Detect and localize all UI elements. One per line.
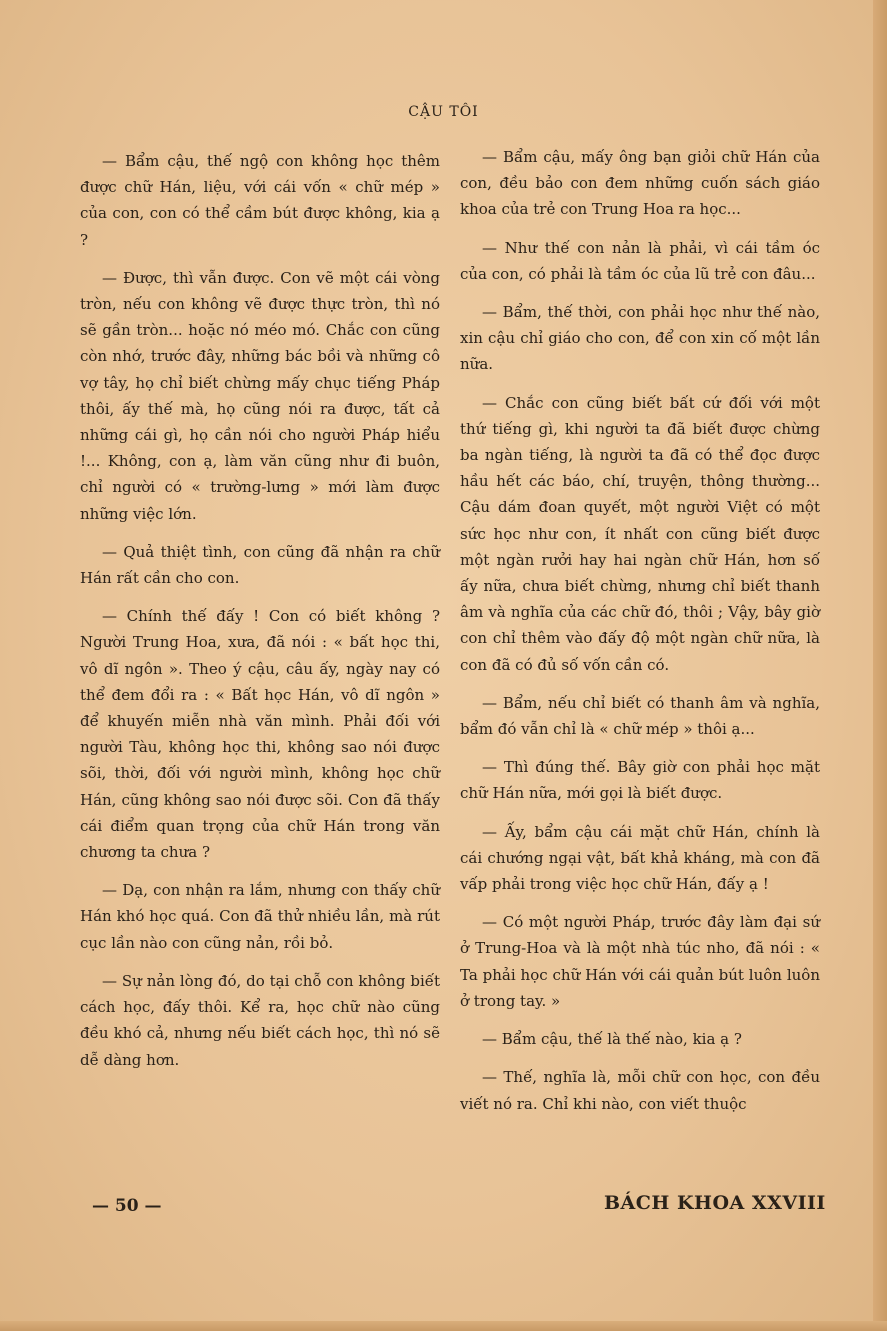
paragraph: — Bẩm, thế thời, con phải học như thế nào, xin cậu chỉ giáo cho con, để con xin cố một lần nữa. [460,303,820,374]
paragraph: — Thì đúng thế. Bây giờ con phải học mặt chữ Hán nữa, mới gọi là biết được. [460,758,820,803]
paragraph: — Thế, nghĩa là, mỗi chữ con học, con đều viết nó ra. Chỉ khi nào, con viết thuộc [460,1068,820,1113]
page-edge-right [873,0,887,1331]
page-edge-bottom [0,1321,887,1331]
right-column [460,144,820,1129]
paragraph: — Được, thì vẫn được. Con vẽ một cái vòng tròn, nếu con không vẽ được thực tròn, thì nó sẽ gần tròn... hoặc nó méo mó. Chắc con cũng còn nhớ, trước đây, những bác bồi và những cô vợ tây, họ chỉ biết chừng mấy chục tiếng Pháp thôi, ấy thế mà, họ cũng nói ra được, tất cả những cái gì, họ cần nói cho người Pháp hiểu !... Không, con ạ, làm văn cũng như đi buôn, chỉ người có « trường-lưng » mới làm được những việc lớn. [80,268,440,523]
paragraph: — Sự nản lòng đó, do tại chỗ con không biết cách học, đấy thôi. Kể ra, học chữ nào cũng đều khó cả, nhưng nếu biết cách học, thì nó sẽ dễ dàng hơn. [80,971,440,1069]
paragraph: — Có một người Pháp, trước đây làm đại sứ ở Trung-Hoa và là một nhà túc nho, đã nói : « Ta phải học chữ Hán với cái quản bút luôn luôn ở trong tay. » [460,913,820,1010]
paragraph: — Bẩm cậu, mấy ông bạn giỏi chữ Hán của con, đều bảo con đem những cuốn sách giáo khoa của trẻ con Trung Hoa ra học... [460,148,820,219]
paragraph: — Bẩm, nếu chỉ biết có thanh âm và nghĩa, bẩm đó vẫn chỉ là « chữ mép » thôi ạ... [460,693,820,739]
magazine-issue: BÁCH KHOA XXVIII [604,1192,826,1214]
paragraph: — Như thế con nản là phải, vì cái tầm óc của con, có phải là tầm óc của lũ trẻ con đâu... [460,238,820,283]
paragraph: — Chắc con cũng biết bất cứ đối với một thứ tiếng gì, khi người ta đã biết được chừng ba ngàn tiếng, là người ta đã có thể đọc được hầu hết các báo, chí, truyện, thông thường... Cậu dám đoan quyết, một người Việt có một sức học như con, ít nhất con cũng biết được một ngàn rưởi hay hai ngàn chữ Hán, hơn số ấy nữa, chưa biết chừng, nhưng chỉ biết thanh âm và nghĩa của các chữ đó, thôi ; Vậy, bây giờ con chỉ thêm vào đấy độ một ngàn chữ nữa, là con đã có đủ số vốn cần có. [460,393,820,674]
paragraph: — Bẩm cậu, thế ngộ con không học thêm được chữ Hán, liệu, với cái vốn « chữ mép » của con, con có thể cầm bút được không, kia ạ ? [80,152,440,249]
left-column [80,148,440,1085]
paragraph: — Ấy, bẩm cậu cái mặt chữ Hán, chính là cái chướng ngại vật, bất khả kháng, mà con đã vấp phải trong việc học chữ Hán, đấy ạ ! [460,822,820,894]
paragraph: — Quả thiệt tình, con cũng đã nhận ra chữ Hán rất cần cho con. [80,542,440,588]
paragraph: — Bẩm cậu, thế là thế nào, kia ạ ? [482,1030,742,1049]
paragraph: — Chính thế đấy ! Con có biết không ? Người Trung Hoa, xưa, đã nói : « bất học thi, vô dĩ ngôn ». Theo ý cậu, câu ấy, ngày nay có thể đem đổi ra : « Bất học Hán, vô dĩ ngôn » để khuyến miễn nhà văn mình. Phải đối với người Tàu, không học thi, không sao nói được sõi, thời, đối với người mình, không học chữ Hán, cũng không sao nói được sõi. Con đã thấy cái điểm quan trọng của chữ Hán trong văn chương ta chưa ? [80,607,440,862]
page-number: — 50 — [92,1196,162,1216]
running-head: CẬU TÔI [408,104,479,120]
paragraph: — Dạ, con nhận ra lắm, nhưng con thấy chữ Hán khó học quá. Con đã thử nhiều lần, mà rút cục lần nào con cũng nản, rồi bỏ. [80,881,440,952]
